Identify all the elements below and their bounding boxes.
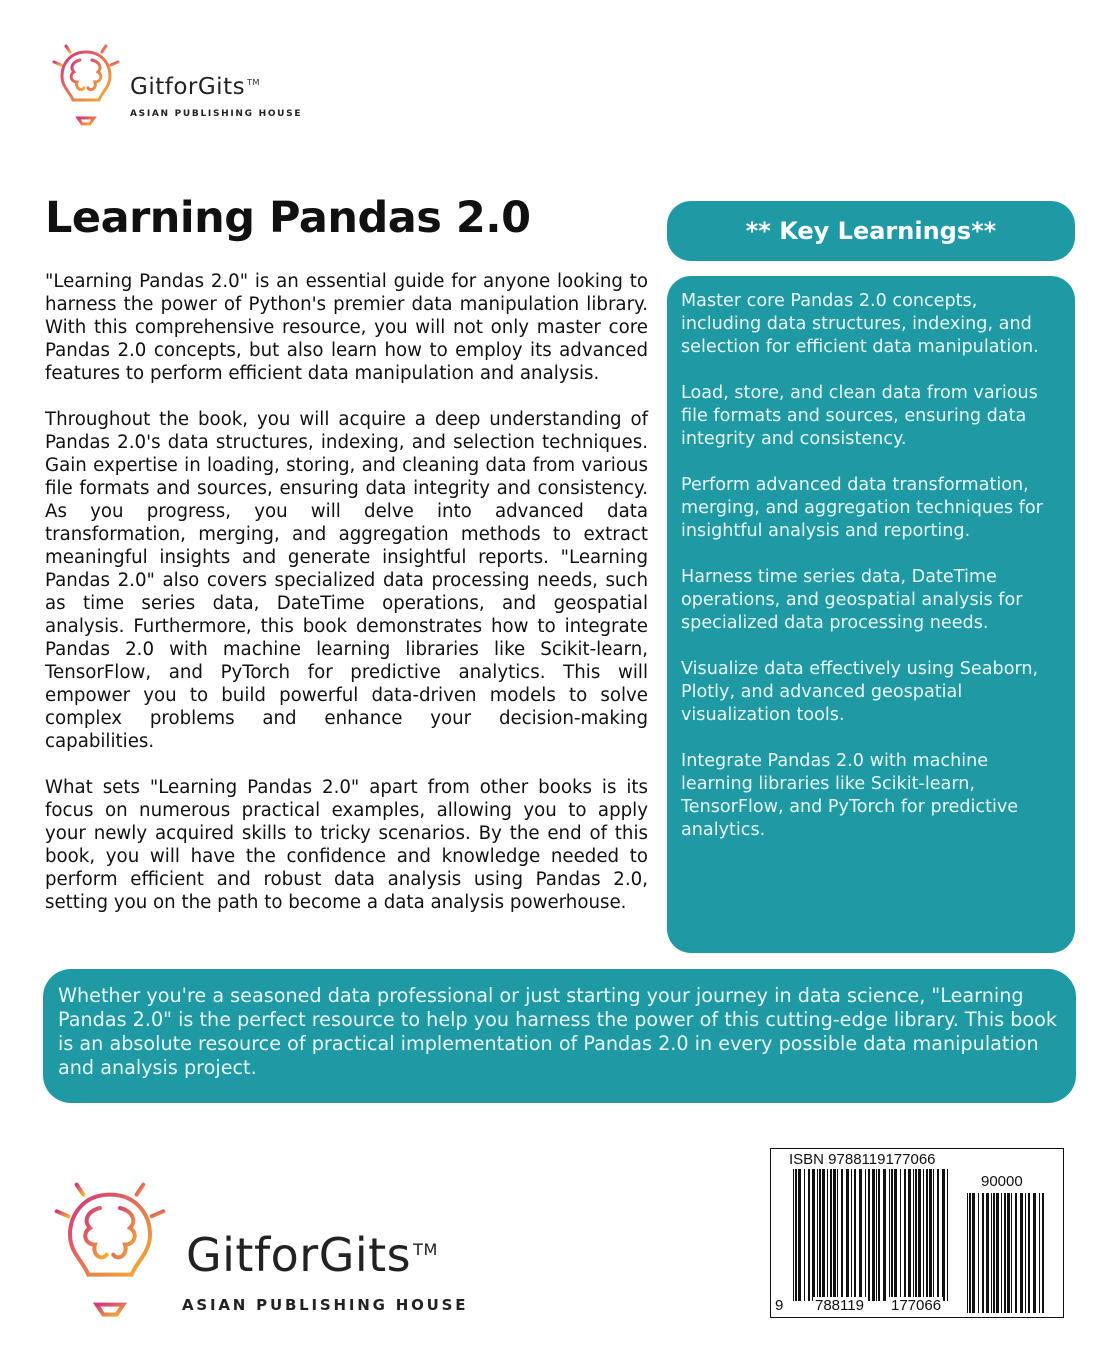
- barcode-digit-first: 9: [775, 1297, 784, 1314]
- barcode-bars: [771, 1149, 1063, 1317]
- barcode-digits-group1: 788119: [815, 1297, 864, 1314]
- lightbulb-brain-icon: [50, 38, 122, 130]
- barcode-digits-group2: 177066: [891, 1297, 942, 1314]
- publisher-logo-top: [50, 38, 330, 130]
- key-learning-item: Load, store, and clean data from various file formats and sources, ensuring data integrity and consistency.: [681, 383, 1038, 449]
- description-paragraph: Throughout the book, you will acquire a deep understanding of Pandas 2.0's data structures, indexing, and selection techniques. Gain expertise in loading, storing, and cleaning data from various file formats and sources, ensuring data integrity and consistency. As you progress, you will delve into advanced data transformation, merging, and aggregation methods to extract meaningful insights and generate insightful reports. "Learning Pandas 2.0" also covers specialized data processing needs, such as time series data, DateTime operations, and geospatial analysis. Furthermore, this book demonstrates how to integrate Pandas 2.0 with machine learning libraries like Scikit-learn, TensorFlow, and PyTorch for predictive analytics. This will empower you to build powerful data-driven models to solve complex problems and enhance your decision-making capabilities.: [45, 409, 648, 752]
- key-learnings-box: [667, 276, 1075, 953]
- key-learning-item: Master core Pandas 2.0 concepts, including data structures, indexing, and selection for efficient data manipulation.: [681, 291, 1039, 357]
- lightbulb-brain-icon: [50, 1168, 170, 1328]
- publisher-name: GitforGits ™: [130, 74, 260, 100]
- description-paragraph: What sets "Learning Pandas 2.0" apart from other books is its focus on numerous practical examples, allowing you to apply your newly acquired skills to tricky scenarios. By the end of this book, you will have the confidence and knowledge needed to perform efficient and robust data analysis using Pandas 2.0, setting you on the path to become a data analysis powerhouse.: [45, 777, 648, 913]
- price-code: 90000: [981, 1173, 1023, 1190]
- publisher-name: GitforGits ™: [186, 1228, 438, 1282]
- closing-text: Whether you're a seasoned data professional or just starting your journey in data science, "Learning Pandas 2.0" is the perfect resource to help you harness the power of this cutting-edge library. This book is an absolute resource of practical implementation of Pandas 2.0 in every possible data manipulation and analysis project.: [58, 984, 1058, 1079]
- closing-box: [43, 969, 1076, 1103]
- key-learning-item: Perform advanced data transformation, merging, and aggregation techniques for insightful analysis and reporting.: [681, 475, 1043, 541]
- book-title: Learning Pandas 2.0: [45, 193, 531, 243]
- key-learnings-heading: ** Key Learnings**: [667, 201, 1075, 261]
- description-paragraph: "Learning Pandas 2.0" is an essential guide for anyone looking to harness the power of Python's premier data manipulation library. With this comprehensive resource, you will not only master core Pandas 2.0 concepts, but also learn how to employ its advanced features to perform efficient data manipulation and analysis.: [45, 271, 648, 384]
- publisher-subtitle: ASIAN PUBLISHING HOUSE: [182, 1296, 469, 1314]
- book-description: [45, 270, 648, 937]
- publisher-logo-bottom: [50, 1168, 520, 1328]
- key-learning-item: Harness time series data, DateTime operations, and geospatial analysis for specialized data processing needs.: [681, 567, 1023, 633]
- key-learning-item: Integrate Pandas 2.0 with machine learning libraries like Scikit-learn, TensorFlow, and PyTorch for predictive analytics.: [681, 751, 1019, 840]
- publisher-subtitle: ASIAN PUBLISHING HOUSE: [130, 109, 303, 119]
- isbn-barcode: [770, 1148, 1064, 1318]
- key-learning-item: Visualize data effectively using Seaborn, Plotly, and advanced geospatial visualization tools.: [681, 659, 1039, 725]
- isbn-label: ISBN 9788119177066: [789, 1151, 936, 1168]
